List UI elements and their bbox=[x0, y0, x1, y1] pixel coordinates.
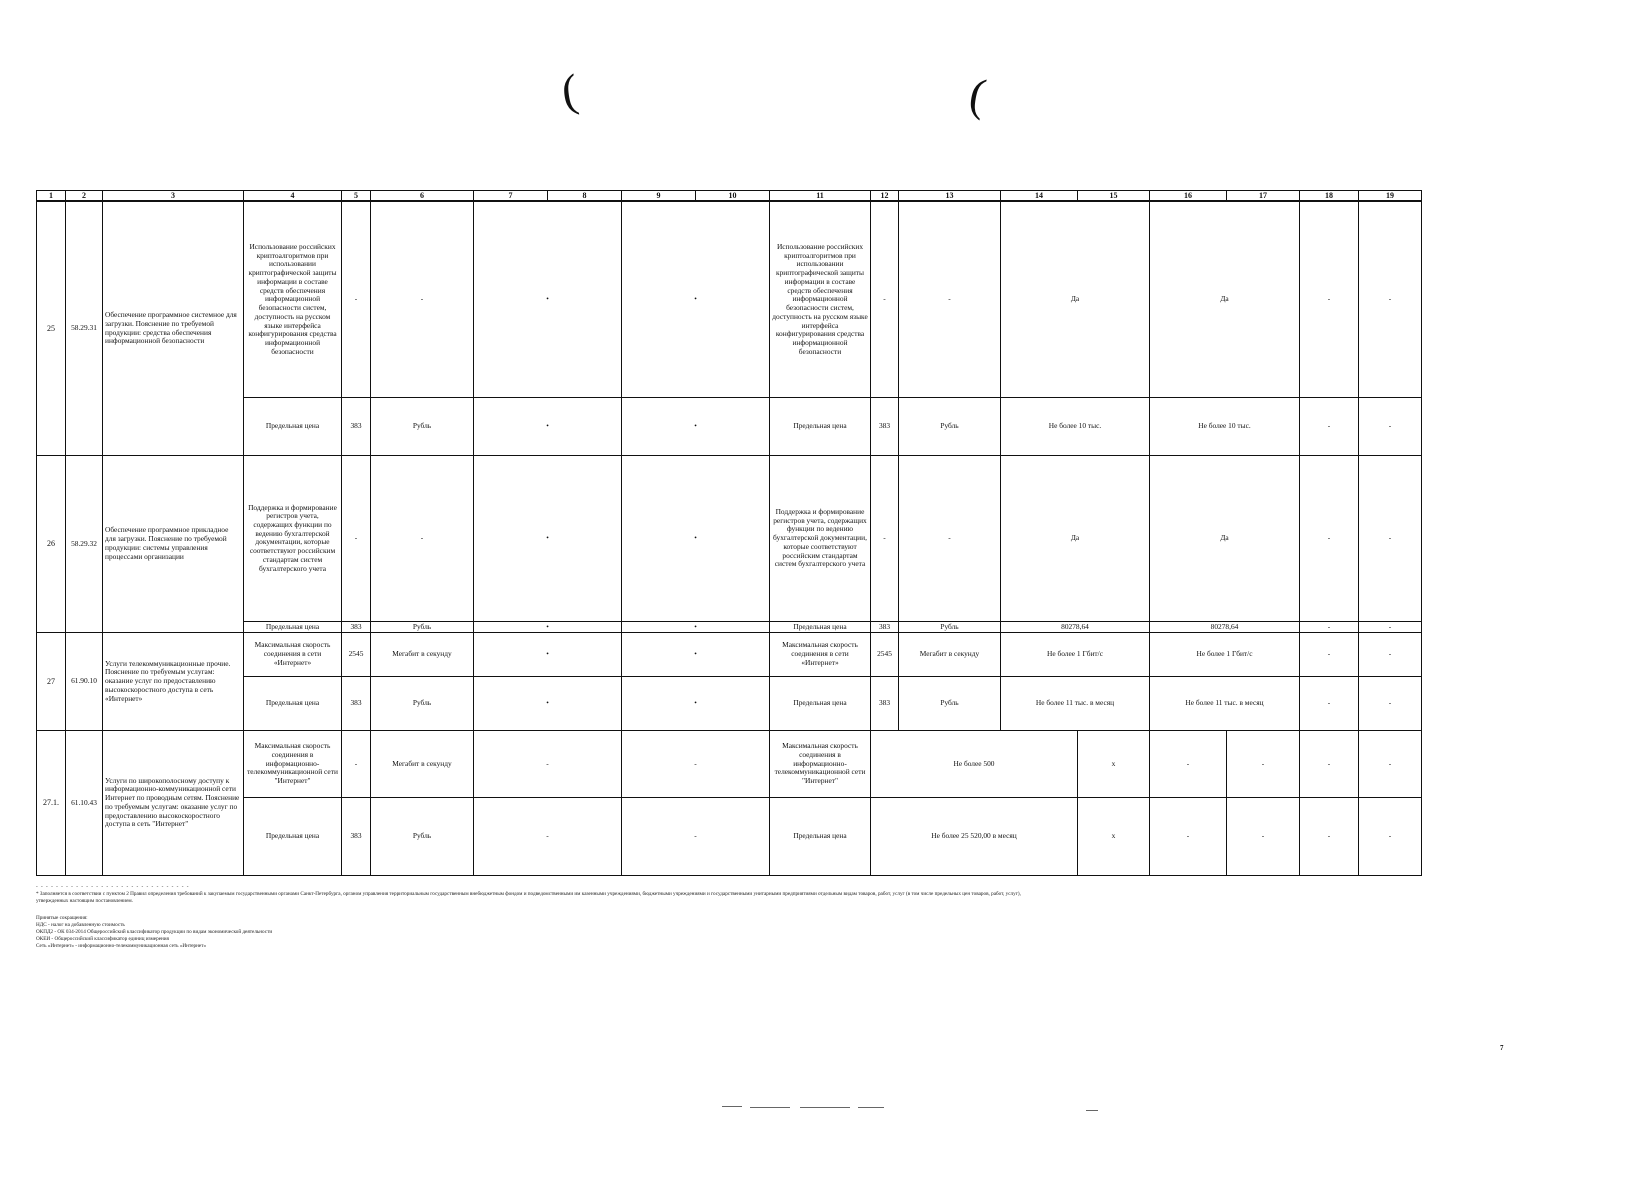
table-row-27-1-price bbox=[37, 797, 1422, 875]
colnum: 9 bbox=[622, 191, 696, 202]
requirements-table bbox=[36, 190, 1422, 876]
unit-name: Рубль bbox=[899, 676, 1001, 730]
row-number: 26 bbox=[37, 455, 66, 632]
product-name: Услуги по широкополосному доступу к информационно-коммуникационной сети Интернет по проводным сетям. Пояснение по требуемым услугам: оказание услуг по предоставлению высокоскоростного доступа в сеть "Интернет" bbox=[103, 730, 244, 875]
okei-code: - bbox=[342, 730, 371, 797]
value-cell: - bbox=[1359, 632, 1422, 676]
value-cell: • bbox=[474, 676, 622, 730]
abbreviation-item: НДС - налог на добавленную стоимость bbox=[36, 922, 125, 929]
unit-name: Рубль bbox=[371, 621, 474, 632]
table-row-25-price bbox=[37, 397, 1422, 455]
colnum: 11 bbox=[770, 191, 871, 202]
value-cell: - bbox=[1300, 632, 1359, 676]
characteristic-name: Поддержка и формирование регистров учета, содержащих функции по ведению бухгалтерской документации, которые соответствуют российским стандартам систем бухгалтерского учета bbox=[244, 455, 342, 621]
table-row-25-characteristic bbox=[37, 201, 1422, 397]
value-cell: - bbox=[1300, 201, 1359, 397]
okei-code: 2545 bbox=[871, 632, 899, 676]
unit-name: - bbox=[371, 201, 474, 397]
okpd2-code: 58.29.31 bbox=[66, 201, 103, 455]
value-cell: Да bbox=[1001, 201, 1150, 397]
value-cell: x bbox=[1078, 797, 1150, 875]
colnum: 18 bbox=[1300, 191, 1359, 202]
product-name: Услуги телекоммуникационные прочие. Пояснение по требуемым услугам: оказание услуг по предоставлению высокоскоростного доступа в сеть «Интернет» bbox=[103, 632, 244, 730]
unit-name: Мегабит в секунду bbox=[371, 730, 474, 797]
unit-name: Рубль bbox=[899, 397, 1001, 455]
colnum: 10 bbox=[696, 191, 770, 202]
table-row-27-1-characteristic bbox=[37, 730, 1422, 797]
unit-name: Рубль bbox=[371, 797, 474, 875]
value-cell: - bbox=[1227, 730, 1300, 797]
value-cell: - bbox=[1359, 201, 1422, 397]
table-row-26-price bbox=[37, 621, 1422, 632]
value-cell: - bbox=[1300, 730, 1359, 797]
value-cell: - bbox=[622, 797, 770, 875]
value-cell: - bbox=[1359, 797, 1422, 875]
value-cell: Не более 11 тыс. в месяц bbox=[1150, 676, 1300, 730]
row-number: 25 bbox=[37, 201, 66, 455]
value-cell: - bbox=[1359, 455, 1422, 621]
value-cell: Не более 10 тыс. bbox=[1150, 397, 1300, 455]
value-cell: Да bbox=[1150, 201, 1300, 397]
value-cell: - bbox=[1359, 676, 1422, 730]
colnum: 5 bbox=[342, 191, 371, 202]
okei-code: 383 bbox=[342, 676, 371, 730]
okei-code: - bbox=[871, 455, 899, 621]
value-cell: • bbox=[622, 397, 770, 455]
value-cell: • bbox=[474, 632, 622, 676]
okpd2-code: 58.29.32 bbox=[66, 455, 103, 632]
okpd2-code: 61.10.43 bbox=[66, 730, 103, 875]
value-cell: Не более 10 тыс. bbox=[1001, 397, 1150, 455]
unit-name: Рубль bbox=[371, 676, 474, 730]
okei-code: - bbox=[342, 201, 371, 397]
value-cell: Да bbox=[1001, 455, 1150, 621]
value-cell: • bbox=[474, 455, 622, 621]
colnum: 8 bbox=[548, 191, 622, 202]
characteristic-name: Максимальная скорость соединения в информационно-телекоммуникационной сети "Интернет" bbox=[244, 730, 342, 797]
colnum: 3 bbox=[103, 191, 244, 202]
characteristic-name: Предельная цена bbox=[770, 621, 871, 632]
row-number: 27.1. bbox=[37, 730, 66, 875]
value-cell: - bbox=[1150, 730, 1227, 797]
value-cell: • bbox=[622, 632, 770, 676]
characteristic-name: Максимальная скорость соединения в сети «Интернет» bbox=[244, 632, 342, 676]
okpd2-code: 61.90.10 bbox=[66, 632, 103, 730]
okei-code: 383 bbox=[342, 797, 371, 875]
value-cell: - bbox=[1359, 730, 1422, 797]
value-cell: - bbox=[474, 797, 622, 875]
colnum: 14 bbox=[1001, 191, 1078, 202]
value-cell: • bbox=[474, 621, 622, 632]
okei-code: 383 bbox=[342, 621, 371, 632]
value-cell: - bbox=[1300, 397, 1359, 455]
characteristic-name: Максимальная скорость соединения в сети «Интернет» bbox=[770, 632, 871, 676]
value-cell: - bbox=[1300, 676, 1359, 730]
unit-name: - bbox=[899, 455, 1001, 621]
okei-code: 2545 bbox=[342, 632, 371, 676]
table-row-27-characteristic bbox=[37, 632, 1422, 676]
okei-code: - bbox=[871, 201, 899, 397]
colnum: 6 bbox=[371, 191, 474, 202]
handwritten-mark-right: ( bbox=[965, 68, 990, 121]
colnum: 15 bbox=[1078, 191, 1150, 202]
footnote-text: * Заполняется в соответствии с пунктом 2 Правил определения требований к закупаемым государственными органами Санкт-Петербурга, органом управления территориальным государственным внебюджетным фондом и подведомственными им казенными учреждениями, бюджетными учреждениями и государственными унитарными предприятиями отдельным видам товаров, работ, услуг (в том числе предельных цен товаров, работ, услуг), утвержденных настоящим постановлением. bbox=[36, 891, 1021, 905]
value-cell: • bbox=[622, 201, 770, 397]
abbreviations-title: Принятые сокращения: bbox=[36, 915, 88, 922]
handwritten-mark-left: ( bbox=[558, 64, 581, 117]
product-name: Обеспечение программное прикладное для загрузки. Пояснение по требуемой продукции: системы управления процессами организации bbox=[103, 455, 244, 632]
characteristic-name: Использование российских криптоалгоритмов при использовании криптографической защиты информации в составе средств обеспечения информационной безопасности систем, доступность на русском языке интерфейса конфигурирования средства информационной безопасности bbox=[770, 201, 871, 397]
value-cell: - bbox=[622, 730, 770, 797]
abbreviation-item: ОКЕИ - Общероссийский классификатор единиц измерения bbox=[36, 936, 169, 943]
unit-name: Мегабит в секунду bbox=[899, 632, 1001, 676]
requirements-table-container bbox=[36, 190, 1421, 876]
colnum: 19 bbox=[1359, 191, 1422, 202]
value-cell: • bbox=[622, 676, 770, 730]
colnum: 7 bbox=[474, 191, 548, 202]
value-cell: Не более 25 520,00 в месяц bbox=[871, 797, 1078, 875]
table-row-27-price bbox=[37, 676, 1422, 730]
footnotes bbox=[36, 884, 1036, 950]
value-cell: Не более 1 Гбит/с bbox=[1150, 632, 1300, 676]
value-cell: • bbox=[474, 397, 622, 455]
column-number-row bbox=[37, 191, 1422, 202]
footnote-separator: - - - - - - - - - - - - - - - - - - - - - - - - - - - - - - - bbox=[36, 884, 190, 890]
unit-name: Рубль bbox=[371, 397, 474, 455]
scan-artifact bbox=[1086, 1110, 1098, 1111]
colnum: 2 bbox=[66, 191, 103, 202]
colnum: 16 bbox=[1150, 191, 1227, 202]
scan-artifact bbox=[858, 1107, 884, 1108]
value-cell: - bbox=[1300, 621, 1359, 632]
okei-code: - bbox=[342, 455, 371, 621]
colnum: 4 bbox=[244, 191, 342, 202]
value-cell: Не более 11 тыс. в месяц bbox=[1001, 676, 1150, 730]
okei-code: 383 bbox=[871, 621, 899, 632]
unit-name: - bbox=[899, 201, 1001, 397]
colnum: 1 bbox=[37, 191, 66, 202]
value-cell: - bbox=[1359, 621, 1422, 632]
characteristic-name: Поддержка и формирование регистров учета, содержащих функции по ведению бухгалтерской документации, которые соответствуют российским стандартам систем бухгалтерского учета bbox=[770, 455, 871, 621]
value-cell: x bbox=[1078, 730, 1150, 797]
colnum: 17 bbox=[1227, 191, 1300, 202]
abbreviation-item: Сеть «Интернет» - информационно-телекоммуникационная сеть «Интернет» bbox=[36, 943, 207, 950]
scan-artifact bbox=[722, 1106, 742, 1107]
okei-code: 383 bbox=[871, 397, 899, 455]
characteristic-name: Предельная цена bbox=[770, 676, 871, 730]
table-row-26-characteristic bbox=[37, 455, 1422, 621]
value-cell: - bbox=[1227, 797, 1300, 875]
value-cell: Не более 500 bbox=[871, 730, 1078, 797]
characteristic-name: Предельная цена bbox=[244, 797, 342, 875]
value-cell: Да bbox=[1150, 455, 1300, 621]
characteristic-name: Предельная цена bbox=[244, 397, 342, 455]
value-cell: 80278,64 bbox=[1150, 621, 1300, 632]
abbreviation-item: ОКПД2 - ОК 034-2014 Общероссийский классификатор продукции по видам экономической деятельности bbox=[36, 929, 273, 936]
colnum: 12 bbox=[871, 191, 899, 202]
value-cell: • bbox=[474, 201, 622, 397]
page-number: 7 bbox=[1500, 1044, 1504, 1052]
scan-artifact bbox=[750, 1107, 790, 1108]
value-cell: Не более 1 Гбит/с bbox=[1001, 632, 1150, 676]
value-cell: - bbox=[1300, 797, 1359, 875]
characteristic-name: Предельная цена bbox=[770, 397, 871, 455]
value-cell: 80278,64 bbox=[1001, 621, 1150, 632]
okei-code: 383 bbox=[871, 676, 899, 730]
characteristic-name: Максимальная скорость соединения в информационно-телекоммуникационной сети "Интернет" bbox=[770, 730, 871, 797]
value-cell: - bbox=[1300, 455, 1359, 621]
row-number: 27 bbox=[37, 632, 66, 730]
characteristic-name: Предельная цена bbox=[770, 797, 871, 875]
colnum: 13 bbox=[899, 191, 1001, 202]
unit-name: Мегабит в секунду bbox=[371, 632, 474, 676]
scan-artifact bbox=[800, 1107, 850, 1108]
value-cell: • bbox=[622, 621, 770, 632]
unit-name: Рубль bbox=[899, 621, 1001, 632]
unit-name: - bbox=[371, 455, 474, 621]
characteristic-name: Предельная цена bbox=[244, 676, 342, 730]
characteristic-name: Использование российских криптоалгоритмов при использовании криптографической защиты информации в составе средств обеспечения информационной безопасности систем, доступность на русском языке интерфейса конфигурирования средства информационной безопасности bbox=[244, 201, 342, 397]
product-name: Обеспечение программное системное для загрузки. Пояснение по требуемой продукции: средства обеспечения информационной безопасности bbox=[103, 201, 244, 455]
value-cell: - bbox=[1150, 797, 1227, 875]
value-cell: - bbox=[1359, 397, 1422, 455]
characteristic-name: Предельная цена bbox=[244, 621, 342, 632]
value-cell: - bbox=[474, 730, 622, 797]
value-cell: • bbox=[622, 455, 770, 621]
okei-code: 383 bbox=[342, 397, 371, 455]
